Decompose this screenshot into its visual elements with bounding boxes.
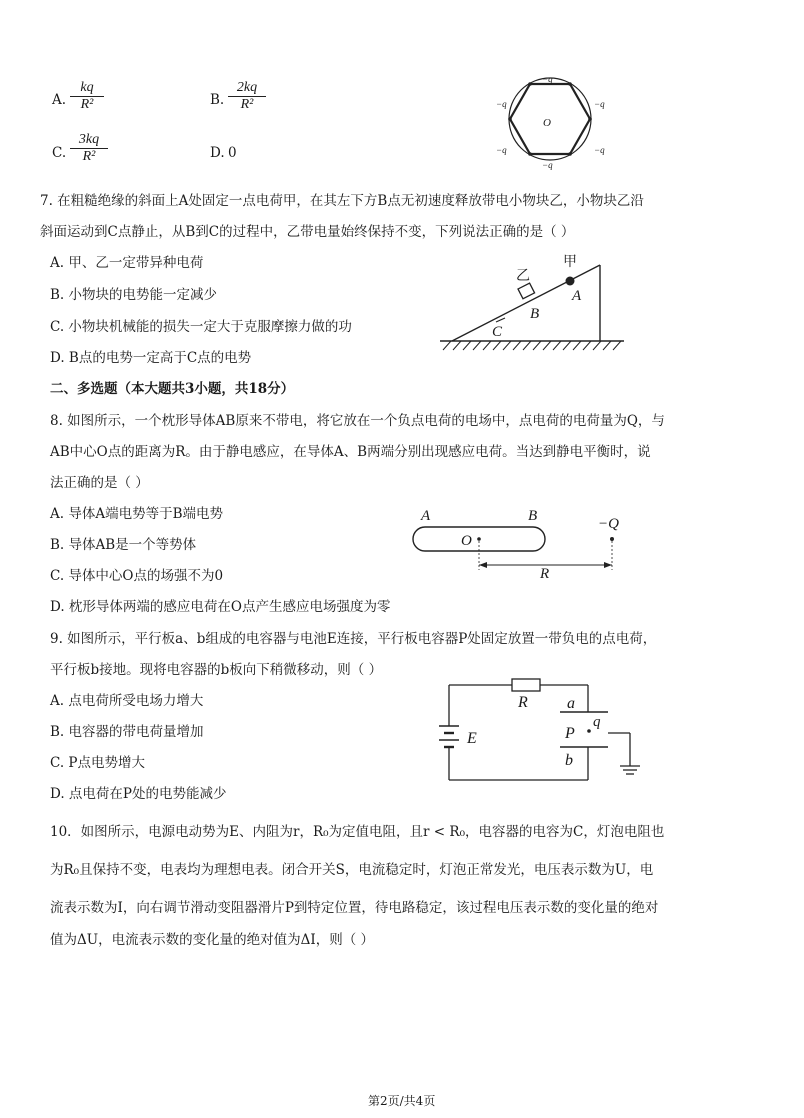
label-resistor-r: R bbox=[518, 694, 528, 711]
page-footer: 第2页/共4页 bbox=[368, 1094, 436, 1108]
fixed-charge-jia bbox=[566, 277, 575, 286]
q6-option-b-numerator: 2kq bbox=[228, 80, 266, 97]
hexagon-figure bbox=[496, 74, 605, 170]
hexagon-charge-label: −q bbox=[496, 99, 507, 109]
q6-option-a-numerator: kq bbox=[70, 80, 104, 97]
center-point-o bbox=[477, 537, 481, 541]
q7-stem-line1: 7. 在粗糙绝缘的斜面上A处固定一点电荷甲，在其左下方B点无初速度释放带电小物块乙，小物块乙沿 bbox=[40, 193, 644, 209]
label-o: O bbox=[461, 533, 472, 549]
ground-hatching bbox=[443, 341, 621, 350]
label-battery-e: E bbox=[467, 730, 477, 747]
label-plate-a: a bbox=[567, 695, 575, 712]
q9-option-b: B. 电容器的带电荷量增加 bbox=[50, 724, 204, 740]
hexagon-vertex-charge bbox=[568, 152, 572, 156]
q10-line2: 为R₀且保持不变，电表均为理想电表。闭合开关S，电流稳定时，灯泡正常发光，电压表示数为U，电 bbox=[50, 862, 654, 878]
label-yi: 乙 bbox=[516, 269, 530, 284]
q8-stem-line3: 法正确的是（ ） bbox=[50, 475, 149, 491]
q8-option-d: D. 枕形导体两端的感应电荷在O点产生感应电场强度为零 bbox=[50, 599, 391, 615]
section-heading-multiple-choice: 二、多选题（本大题共3小题，共18分） bbox=[50, 381, 295, 397]
hexagon-vertex-charge bbox=[508, 117, 512, 121]
hexagon-vertex-charge bbox=[568, 82, 572, 86]
label-a: A bbox=[572, 288, 582, 304]
q6-option-d-text: 0 bbox=[228, 145, 237, 161]
q10-line1: 10．如图所示，电源电动势为E、内阻为r，R₀为定值电阻，且r < R₀，电容器的电容为C，灯泡电阻也 bbox=[50, 824, 665, 840]
q7-stem-line2: 斜面运动到C点静止，从B到C的过程中，乙带电量始终保持不变，下列说法正确的是（ ） bbox=[40, 224, 575, 240]
q7-option-d: D. B点的电势一定高于C点的电势 bbox=[50, 350, 252, 366]
block-yi bbox=[518, 283, 535, 299]
q8-stem-line2: AB中心O点的距离为R。由于静电感应，在导体A、B两端分别出现感应电荷。当达到静电平衡时，说 bbox=[50, 444, 651, 460]
q6-option-c-denominator: R² bbox=[82, 149, 96, 164]
q7-option-a: A. 甲、乙一定带异种电荷 bbox=[50, 255, 204, 271]
label-conductor-b: B bbox=[528, 508, 538, 524]
point-charge-q bbox=[610, 537, 614, 541]
hexagon-charge-label: −q bbox=[594, 145, 605, 155]
hexagon-charge-label: −q bbox=[542, 74, 553, 84]
q8-stem-line1: 8. 如图所示，一个枕形导体AB原来不带电，将它放在一个负点电荷的电场中，点电荷的电荷量为Q，与 bbox=[50, 413, 665, 429]
point-charge-p bbox=[587, 729, 591, 733]
q6-option-c-numerator: 3kq bbox=[70, 132, 108, 149]
resistor-r bbox=[512, 679, 540, 691]
label-point-p: P bbox=[565, 725, 575, 742]
q6-option-a-denominator: R² bbox=[80, 97, 94, 112]
q9-option-d: D. 点电荷在P处的电势能减少 bbox=[50, 786, 227, 802]
label-neg-q: −Q bbox=[598, 516, 619, 532]
label-charge-q: q bbox=[593, 714, 601, 730]
q9-option-a: A. 点电荷所受电场力增大 bbox=[50, 693, 204, 709]
arrow-right-icon bbox=[604, 562, 612, 568]
hexagon-charge-label: −q bbox=[496, 145, 507, 155]
q9-stem-line2: 平行板b接地。现将电容器的b板向下稍微移动，则（ ） bbox=[50, 662, 383, 678]
q10-line3: 流表示数为I，向右调节滑动变阻器滑片P到特定位置，待电路稳定，该过程电压表示数的变化量的绝对 bbox=[50, 900, 659, 916]
hexagon-vertex-charge bbox=[528, 152, 532, 156]
q7-option-b: B. 小物块的电势能一定减少 bbox=[50, 287, 218, 303]
hexagon-charge-label: −q bbox=[542, 160, 553, 170]
q6-option-c-label: C. bbox=[52, 145, 67, 161]
arrow-left-icon bbox=[479, 562, 487, 568]
label-r-distance: R bbox=[540, 566, 550, 582]
label-b: B bbox=[530, 306, 540, 322]
q9-stem-line1: 9. 如图所示，平行板a、b组成的电容器与电池E连接，平行板电容器P处固定放置一带负电的点电荷， bbox=[50, 631, 657, 647]
circuit-labels bbox=[466, 694, 601, 769]
hexagon-center-label: O bbox=[543, 117, 551, 129]
q6-option-b-label: B. bbox=[210, 92, 225, 108]
incline-figure bbox=[440, 254, 624, 350]
q8-option-a: A. 导体A端电势等于B端电势 bbox=[50, 506, 224, 522]
label-plate-b: b bbox=[565, 752, 573, 769]
label-conductor-a: A bbox=[421, 508, 431, 524]
label-c: C bbox=[492, 324, 503, 340]
q8-option-c: C. 导体中心O点的场强不为0 bbox=[50, 568, 224, 584]
q9-option-c: C. P点电势增大 bbox=[50, 755, 146, 771]
q8-option-b: B. 导体AB是一个等势体 bbox=[50, 537, 197, 553]
q7-option-c: C. 小物块机械能的损失一定大于克服摩擦力做的功 bbox=[50, 319, 352, 335]
conductor-figure bbox=[413, 508, 619, 582]
label-jia: 甲 bbox=[563, 255, 577, 270]
point-c-tick bbox=[496, 318, 505, 322]
hexagon-charge-label: −q bbox=[594, 99, 605, 109]
q6-option-d-label: D. bbox=[210, 145, 225, 161]
hexagon-vertex-charge bbox=[528, 82, 532, 86]
q10-line4: 值为ΔU，电流表示数的变化量的绝对值为ΔI，则（ ） bbox=[50, 932, 374, 948]
q6-option-b-denominator: R² bbox=[240, 97, 254, 112]
q6-option-a-label: A. bbox=[52, 92, 67, 108]
hexagon-vertex-charge bbox=[588, 117, 592, 121]
